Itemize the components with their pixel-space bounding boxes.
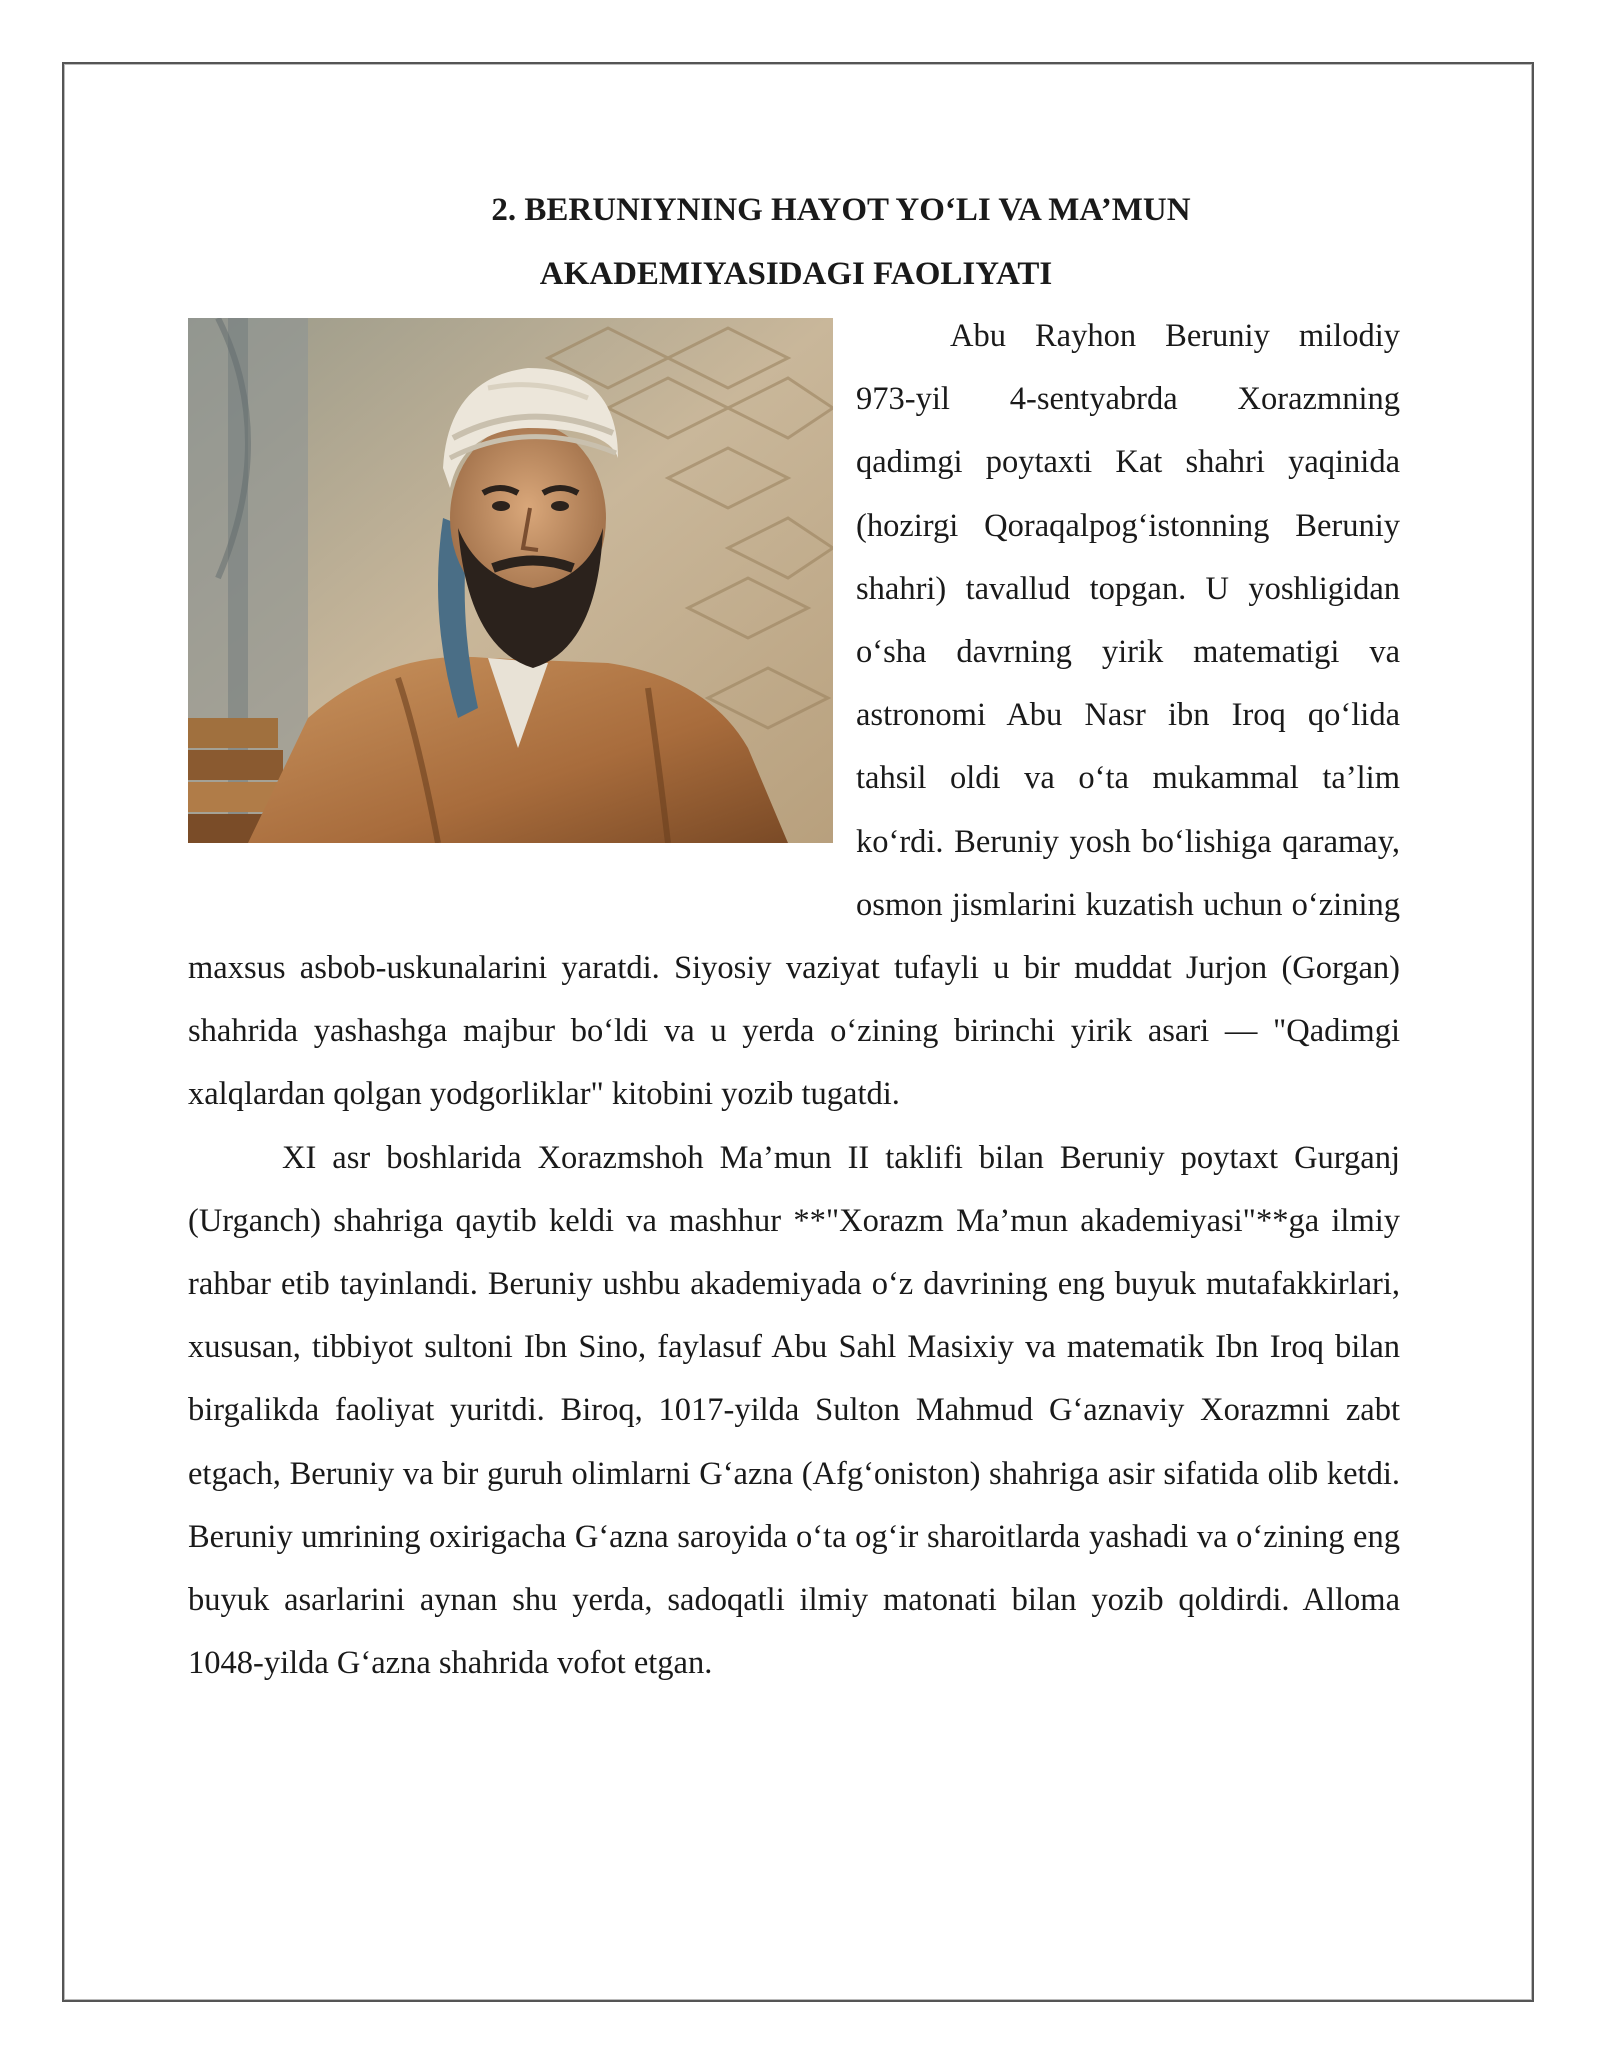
paragraph-1: Abu Rayhon Beruniy milodiy 973-yil 4-sentyabrda Xorazmning qadimgi poytaxti Kat shahri yaqinida (hozirgi Qoraqalpog‘istonning Beruniy shahri) tavallud topgan. U yoshligidan o‘sha davrning yirik matematigi va astronomi Abu Nasr ibn Iroq qo‘lida tahsil oldi va o‘ta mukammal ta’lim ko‘rdi. Beruniy yosh bo‘lishiga qaramay, osmon jismlarini kuzatish uchun o‘zining maxsus asbob-uskunalarini yaratdi. Siyosiy vaziyat tufayli u bir muddat Jurjon (Gorgan) shahrida yashashga majbur bo‘ldi va u yerda o‘zining birinchi yirik asari — "Qadimgi xalqlardan qolgan yodgorliklar" kitobini yozib tugatdi. (188, 318, 1400, 1113)
body-text (188, 305, 1400, 1695)
page-title-line-2: AKADEMIYASIDAGI FAOLIYATI (539, 256, 1053, 292)
portrait-wrap-spacer (188, 305, 856, 875)
page-title-line-1: 2. BERUNIYNING HAYOT YO‘LI VA MA’MUN (491, 192, 1191, 228)
paragraph-2: XI asr boshlarida Xorazmshoh Ma’mun II taklifi bilan Beruniy poytaxt Gurganj (Urganch) shahriga qaytib keldi va mashhur **"Xorazm Ma’mun akademiyasi"**ga ilmiy rahbar etib tayinlandi. Beruniy ushbu akademiyada o‘z davrining eng buyuk mutafakkirlari, xususan, tibbiyot sultoni Ibn Sino, faylasuf Abu Sahl Masixiy va matematik Ibn Iroq bilan birgalikda faoliyat yuritdi. Biroq, 1017-yilda Sulton Mahmud G‘aznaviy Xorazmni zabt etgach, Beruniy va bir guruh olimlarni G‘azna (Afg‘oniston) shahriga asir sifatida olib ketdi. Beruniy umrining oxirigacha G‘azna saroyida o‘ta og‘ir sharoitlarda yashadi va o‘zining eng buyuk asarlarini aynan shu yerda, sadoqatli ilmiy matonati bilan yozib qoldirdi. Alloma 1048-yilda G‘azna shahrida vofot etgan. (188, 1139, 1400, 1682)
